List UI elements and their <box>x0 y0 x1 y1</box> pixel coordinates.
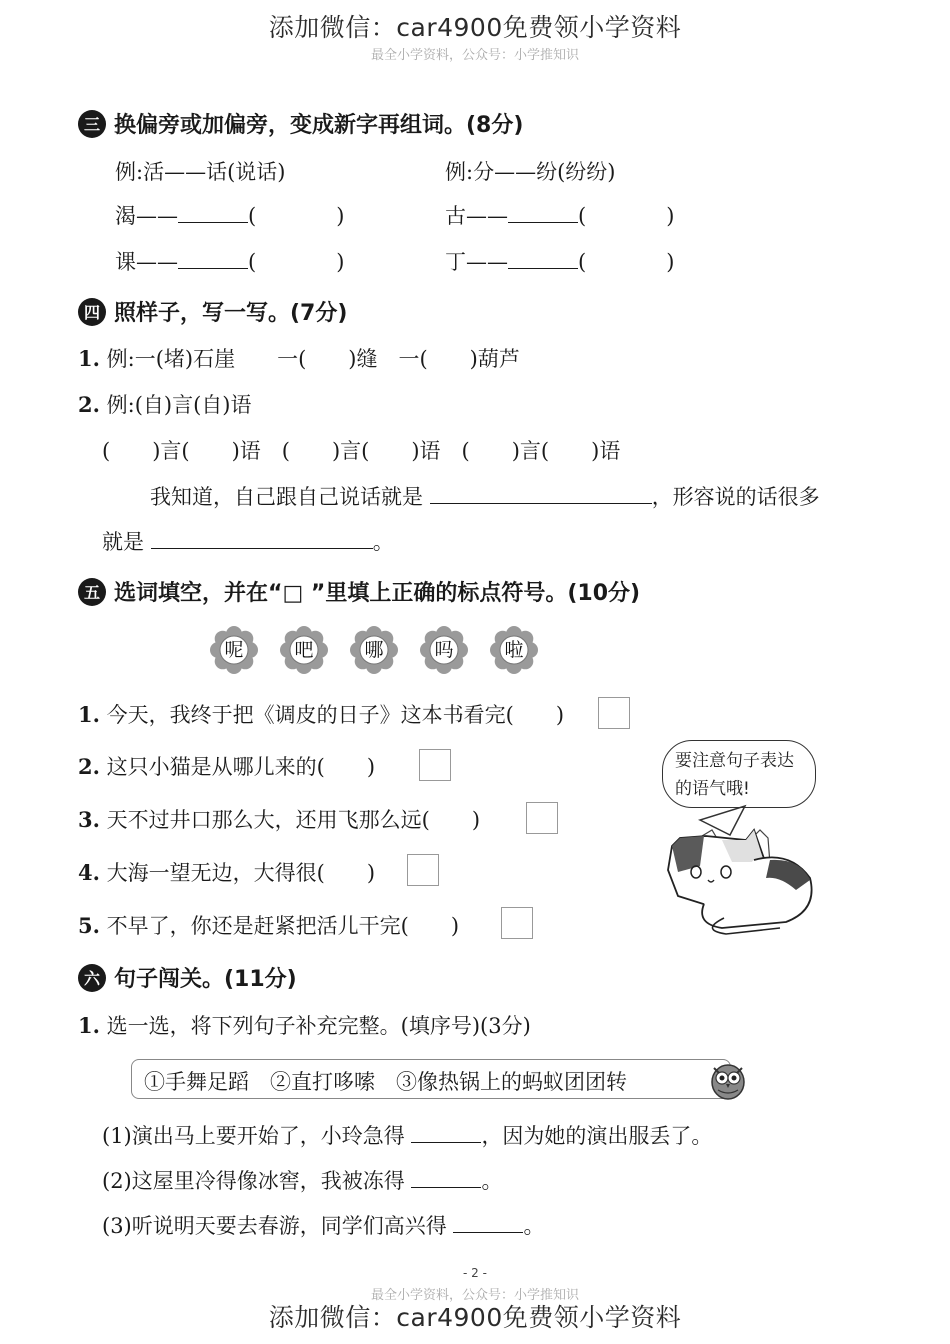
s4-sentence-part-1: 我知道，自己跟自己说话就是 <box>150 485 423 509</box>
watermark-bottom-sub: 最全小学资料，公众号：小学推知识 <box>370 1288 579 1303</box>
word-flower-2 <box>280 626 328 674</box>
s3-q4-paren-close: ) <box>666 250 675 274</box>
word-flower-5 <box>490 626 538 674</box>
s5-item-1-number: 1. <box>78 702 100 727</box>
watermark-top-sub: 最全小学资料，公众号：小学推知识 <box>370 48 579 63</box>
s3-q4-blank[interactable] <box>508 250 578 269</box>
section-6-header <box>78 962 297 993</box>
watermark-top: 添加微信：car4900免费领小学资料 <box>268 13 682 42</box>
s3-q3-char: 课—— <box>115 250 178 274</box>
s3-example-1: 例:活——话(说话) <box>115 160 286 184</box>
s5-item-1 <box>78 699 564 729</box>
s5-punct-box-1[interactable] <box>598 697 630 729</box>
s3-q4-char: 丁—— <box>445 250 508 274</box>
s5-item-5 <box>78 910 459 940</box>
s5-item-3 <box>78 804 480 834</box>
s6-question-1 <box>78 1010 531 1040</box>
s5-item-4 <box>78 857 375 887</box>
s4-q2-sentence-1 <box>150 481 820 511</box>
word-5: 啦 <box>504 639 524 661</box>
section-3-badge: 三 <box>78 110 106 138</box>
section-3-title: 换偏旁或加偏旁，变成新字再组词。(8分) <box>114 113 524 138</box>
section-6-badge: 六 <box>78 964 106 992</box>
section-4-badge: 四 <box>78 298 106 326</box>
s6-s1-part-2: ，因为她的演出服丢了。 <box>481 1124 713 1148</box>
section-5-badge: 五 <box>78 578 106 606</box>
s5-item-3-number: 3. <box>78 807 100 832</box>
s6-s3-blank[interactable] <box>453 1214 523 1233</box>
s3-q1-paren-close: ) <box>336 204 345 228</box>
s5-punct-box-5[interactable] <box>501 907 533 939</box>
s4-q1-number: 1. <box>78 346 100 371</box>
section-4-title: 照样子，写一写。(7分) <box>114 301 348 326</box>
s4-sentence-part-3: 就是 <box>102 530 144 554</box>
word-1: 呢 <box>224 639 244 661</box>
section-5-title: 选词填空，并在“□ ”里填上正确的标点符号。(10分) <box>114 581 641 606</box>
word-flower-4 <box>420 626 468 674</box>
s3-q4-paren-open: ( <box>578 250 587 274</box>
section-6-title: 句子闯关。(11分) <box>114 967 297 992</box>
s5-item-4-text: 大海一望无边，大得很( ) <box>106 861 376 885</box>
word-flower-1 <box>210 626 258 674</box>
s3-q3-paren-open: ( <box>248 250 257 274</box>
s6-s2-blank[interactable] <box>411 1169 481 1188</box>
s3-q2-char: 古—— <box>445 204 508 228</box>
s4-sentence-part-2: ，形容说的话很多 <box>651 485 820 509</box>
s4-sentence-blank-1[interactable] <box>430 485 652 504</box>
word-2: 吧 <box>294 639 314 661</box>
s3-question-4 <box>445 246 674 276</box>
s3-example-2: 例:分——纷(纷纷) <box>445 160 616 184</box>
s5-item-2 <box>78 751 375 781</box>
owl-icon <box>704 1054 752 1102</box>
s4-q2-number: 2. <box>78 392 100 417</box>
cat-icon <box>660 800 820 960</box>
s4-question-2 <box>78 389 251 419</box>
s3-q3-blank[interactable] <box>178 250 248 269</box>
s6-s1-blank[interactable] <box>411 1124 481 1143</box>
s3-q1-blank[interactable] <box>178 204 248 223</box>
watermark-bottom: 添加微信：car4900免费领小学资料 <box>268 1303 682 1332</box>
s5-punct-box-2[interactable] <box>419 749 451 781</box>
speech-bubble-text: 要注意句子表达的语气哦! <box>675 751 794 799</box>
word-3: 哪 <box>364 639 384 661</box>
s3-q1-paren-open: ( <box>248 204 257 228</box>
s5-item-3-text: 天不过井口那么大，还用飞那么远( ) <box>106 808 481 832</box>
s5-item-5-text: 不早了，你还是赶紧把活儿干完( ) <box>106 914 460 938</box>
s3-q2-paren-open: ( <box>578 204 587 228</box>
s5-punct-box-4[interactable] <box>407 854 439 886</box>
word-flower-3 <box>350 626 398 674</box>
s3-question-2 <box>445 200 674 230</box>
options-box <box>131 1059 731 1099</box>
s5-item-5-number: 5. <box>78 913 100 938</box>
s6-q1-text: 选一选，将下列句子补充完整。(填序号)(3分) <box>106 1014 531 1038</box>
s5-item-1-text: 今天，我终于把《调皮的日子》这本书看完( ) <box>106 703 565 727</box>
section-3-header <box>78 108 523 139</box>
s6-sentence-1 <box>102 1120 712 1150</box>
s5-item-4-number: 4. <box>78 860 100 885</box>
s5-punct-box-3[interactable] <box>526 802 558 834</box>
s3-q3-paren-close: ) <box>336 250 345 274</box>
section-5-header <box>78 576 640 607</box>
s6-s3-part-1: (3)听说明天要去春游，同学们高兴得 <box>102 1214 447 1238</box>
s3-q2-blank[interactable] <box>508 204 578 223</box>
s6-s3-part-2: 。 <box>523 1214 545 1238</box>
page-number: - 2 - <box>463 1266 487 1280</box>
s6-s2-part-1: (2)这屋里冷得像冰窖，我被冻得 <box>102 1169 405 1193</box>
s6-s2-part-2: 。 <box>481 1169 503 1193</box>
s4-q2-text: 例:(自)言(自)语 <box>106 393 252 417</box>
s5-item-2-number: 2. <box>78 754 100 779</box>
s3-question-3 <box>115 246 344 276</box>
s6-s1-part-1: (1)演出马上要开始了，小玲急得 <box>102 1124 405 1148</box>
s5-item-2-text: 这只小猫是从哪儿来的( ) <box>106 755 376 779</box>
s3-q1-char: 渴—— <box>115 204 178 228</box>
s4-sentence-part-4: 。 <box>372 530 394 554</box>
s6-q1-number: 1. <box>78 1013 100 1038</box>
s4-q2-blanks[interactable]: ( )言( )语 ( )言( )语 ( )言( )语 <box>102 439 621 463</box>
speech-bubble <box>662 740 816 808</box>
word-4: 吗 <box>434 639 454 661</box>
s4-q1-text: 例:一(堵)石崖 一( )缝 一( )葫芦 <box>106 347 520 371</box>
s4-q2-sentence-2 <box>102 526 394 556</box>
s3-question-1 <box>115 200 344 230</box>
section-4-header <box>78 296 347 327</box>
s6-sentence-2 <box>102 1165 502 1195</box>
options-text: ①手舞足蹈 ②直打哆嗦 ③像热锅上的蚂蚁团团转 <box>144 1070 627 1094</box>
s3-q2-paren-close: ) <box>666 204 675 228</box>
s4-question-1 <box>78 343 520 373</box>
s4-sentence-blank-2[interactable] <box>151 530 373 549</box>
s6-sentence-3 <box>102 1210 544 1240</box>
